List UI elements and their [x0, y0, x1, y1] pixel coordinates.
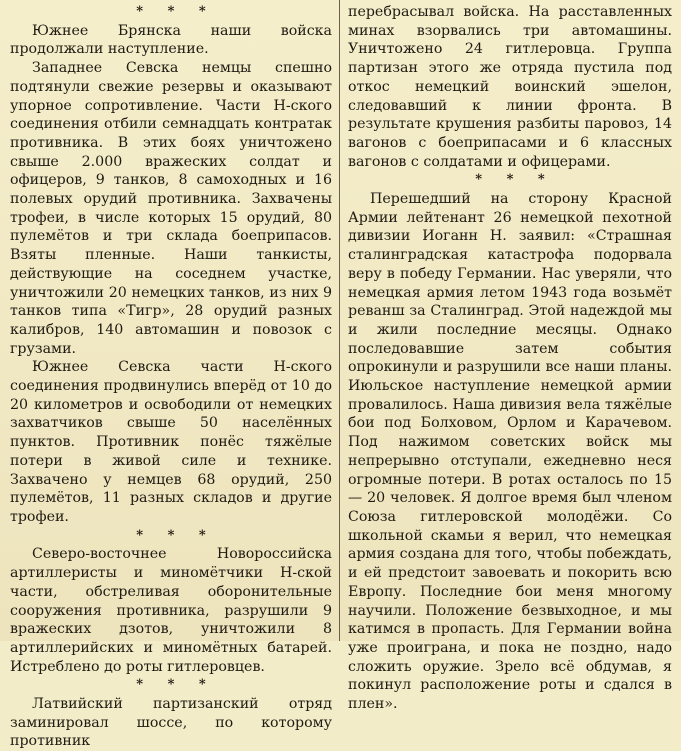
section-separator: * * * [475, 172, 555, 188]
column-divider [339, 0, 340, 641]
paragraph-bryansk: Южнее Брянска наши войска продолжали наступление. [10, 22, 332, 58]
section-separator: * * * [136, 677, 216, 693]
paragraph-defector-statement: Перешедший на сторону Красной Армии лейтенант 26 немецкой пехотной дивизии Иоганн Н. заявил: «Страшная сталинградская катастрофа подорвала веру в победу Германии. Нас уверяли, что немецкая армия летом 1943 года возьмёт реванш за Сталинград. Этой надеждой мы и жили последние месяцы. Однако последовавшие затем события опрокинули и разрушили все наши планы. Июльское наступление немецкой армии провалилось. Наша дивизия вела тяжёлые бои под Болховом, Орлом и Карачевом. Под нажимом советских войск мы непрерывно отступали, ежедневно неся огромные потери. В ротах осталось по 15 — 20 человек. Я долгое время был членом Союза гитлеровской молодёжи. Со школьной скамьи я верил, что немецкая армия создана для того, чтобы побеждать, и ей предстоит завоевать и покорить всю Европу. Последние бои меня многому научили. Положение безвыходное, и мы катимся в пропасть. Для Германии война уже проиграна, и пока не поздно, надо сложить оружие. Зрело всё обдумав, я покинул расположение роты и сдался в плен». [348, 191, 672, 713]
section-separator: * * * [136, 527, 216, 543]
paragraph-south-of-sevsk: Южнее Севска части Н-ского соединения продвинулись вперёд от 10 до 20 километров и освободили от немецких захватчиков свыше 50 населённых пунктов. Противник понёс тяжёлые потери в живой силе и технике. Захвачено у немцев 68 орудий, 250 пулемётов, 11 разных складов и другие трофеи. [10, 359, 332, 525]
paragraph-latvian-partisans: Латвийский партизанский отряд заминировал шоссе, по которому противник [10, 696, 332, 750]
right-column [348, 3, 672, 713]
paragraph-west-of-sevsk: Западнее Севска немцы спешно подтянули свежие резервы и оказывают упорное сопротивление. Части Н-ского соединения отбили семнадцать контратак противника. В этих боях уничтожено свыше 2.000 вражеских солдат и офицеров, 9 танков, 8 самоходных и 16 полевых орудий противника. Захвачены трофеи, в числе которых 15 орудий, 80 пулемётов и три склада боеприпасов. Взяты пленные. Наши танкисты, действующие на соседнем участке, уничтожили 20 немецких танков, из них 9 танков типа «Тигр», 28 орудий разных калибров, 140 автомашин и повозок с грузами. [10, 60, 332, 357]
paragraph-partisans-continued: перебрасывал войска. На расставленных минах взорвались три автомашины. Уничтожено 24 гитлеровца. Группа партизан этого же отряда пустила под откос немецкий воинский эшелон, следовавший к линии фронта. В результате крушения разбиты паровоз, 14 вагонов с боеприпасами и 6 классных вагонов с солдатами и офицерами. [348, 4, 672, 170]
section-separator: * * * [136, 4, 216, 19]
paragraph-novorossiysk: Северо-восточнее Новороссийска артиллеристы и миномётчики Н-ской части, обстреливая оборонительные сооружения противника, разрушили 9 вражеских дзотов, уничтожили 8 артиллерийских и миномётных батарей. Истреблено до роты гитлеровцев. [10, 546, 332, 675]
left-column [10, 3, 332, 750]
